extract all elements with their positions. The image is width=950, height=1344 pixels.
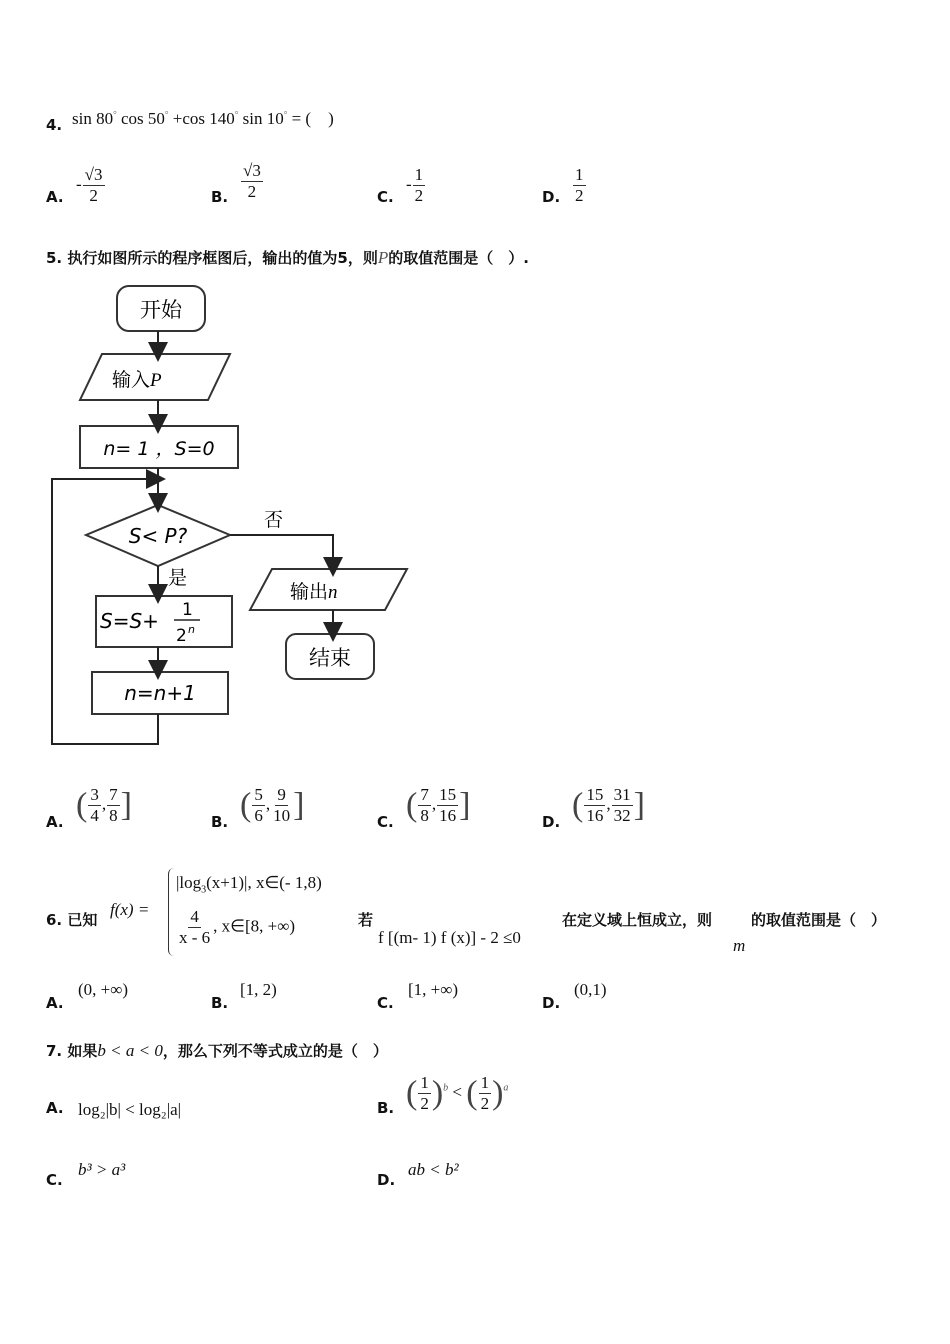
q6-stem-end: 的取值范围是（ ）: [751, 911, 887, 929]
flow-cond-text: S< P?: [128, 524, 188, 548]
q6-case1: $|\log_3(x+1)|$, x∈(- 1,8): [176, 873, 322, 896]
q4-option-b-label: B.: [211, 188, 229, 206]
flow-output-text: 输出n: [290, 581, 338, 603]
flow-update-s-exp: n: [188, 623, 195, 636]
q6-option-b-label: B.: [211, 994, 229, 1012]
flow-update-s-text: S=S+: [100, 609, 159, 633]
q6-option-c-value: [1, +∞): [408, 980, 459, 999]
q7-option-d-label: D.: [377, 1171, 396, 1189]
q4-number: 4.: [46, 116, 63, 134]
flow-end-text: 结束: [309, 646, 351, 670]
q5-option-b-label: B.: [211, 813, 229, 831]
q6-option-d-label: D.: [542, 994, 561, 1012]
flow-update-n-text: n=n+1: [124, 681, 196, 705]
flow-start-text: 开始: [140, 298, 182, 322]
q4-paren: ( ): [305, 109, 334, 128]
q7-option-b-value: ( $\frac{1}{2}$ )$^b$ < ( $\frac{1}{2}$ )$^a$: [406, 1073, 509, 1113]
q4-option-a-label: A.: [46, 188, 64, 206]
flow-yes-label: 是: [168, 567, 188, 589]
q7-option-a-label: A.: [46, 1099, 64, 1117]
q6-option-a-value: (0, +∞): [78, 980, 129, 999]
q5-option-a-label: A.: [46, 813, 64, 831]
q4-option-c-label: C.: [377, 188, 394, 206]
q6-var-m: m: [733, 936, 746, 955]
q4-option-b-value: $\frac{√3}{2}$: [243, 161, 261, 201]
q5-option-b-value: ( $\frac{5}{6}$ , $\frac{9}{10}$ ]: [240, 785, 305, 825]
q6-option-b-value: [1, 2): [240, 980, 277, 999]
q6-inequality: f [(m- 1) f (x)] - 2 ≤0: [378, 928, 521, 947]
q7-option-a-value: log₂|b| < log₂|a|: [78, 1100, 182, 1119]
flow-no-label: 否: [264, 509, 284, 531]
q6-fx: f(x) =: [110, 900, 150, 919]
flow-init-text: n= 1 ，S=0: [103, 438, 215, 460]
q4-option-a-value: - $\frac{√3}{2}$: [76, 165, 103, 205]
flow-update-s-num: 1: [182, 600, 193, 620]
q6-option-c-label: C.: [377, 994, 394, 1012]
q7-stem: 7. 如果b < a < 0，那么下列不等式成立的是（ ）: [46, 1041, 388, 1060]
q5-stem: 5. 执行如图所示的程序框图后，输出的值为5，则P的取值范围是（ ）.: [46, 248, 529, 267]
q7-option-d-value: ab < b²: [408, 1160, 459, 1179]
q6-stem-post: 在定义域上恒成立，则: [562, 911, 713, 929]
q6-number: 6. 已知: [46, 911, 98, 929]
q5-option-a-value: ( $\frac{3}{4}$ , $\frac{7}{8}$ ]: [76, 785, 132, 825]
q4-option-d-value: $\frac{1}{2}$: [575, 165, 584, 205]
q7-option-b-label: B.: [377, 1099, 395, 1117]
flow-update-s-den: 2: [176, 626, 187, 646]
q7-option-c-label: C.: [46, 1171, 63, 1189]
flowchart: [40, 282, 420, 752]
q7-option-c-value: b³ > a³: [78, 1160, 126, 1179]
q5-option-d-value: ( $\frac{15}{16}$ , $\frac{31}{32}$ ]: [572, 785, 645, 825]
q6-case2: $\frac{4}{x - 6}$ , x∈[8, +∞): [179, 907, 296, 947]
flow-input-text: 输入P: [112, 369, 162, 391]
q6-option-a-label: A.: [46, 994, 64, 1012]
q5-option-c-label: C.: [377, 813, 394, 831]
q4-option-d-label: D.: [542, 188, 561, 206]
q5-option-d-label: D.: [542, 813, 561, 831]
q6-if: 若: [358, 911, 374, 929]
q4-option-c-value: - $\frac{1}{2}$: [406, 165, 424, 205]
q6-option-d-value: (0,1): [574, 980, 607, 999]
q5-option-c-value: ( $\frac{7}{8}$ , $\frac{15}{16}$ ]: [406, 785, 471, 825]
q4-expression: sin 80° cos 50° +cos 140° sin 10° = ( ): [72, 109, 334, 128]
